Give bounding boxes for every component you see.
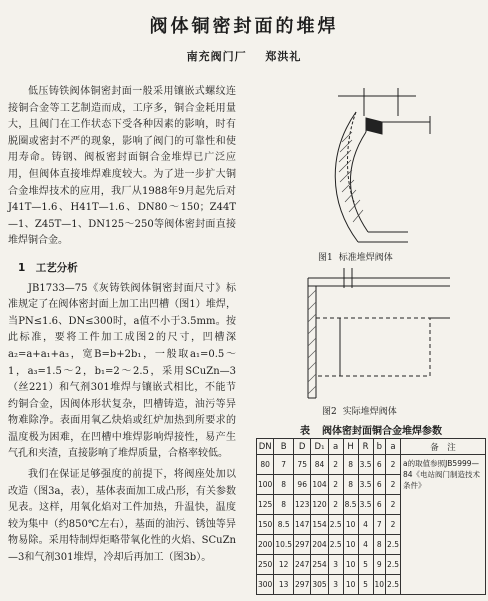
table-cell: 6 — [373, 455, 386, 475]
table-cell: 4 — [358, 515, 373, 535]
table-cell: 254 — [311, 555, 328, 575]
table-cell: 8 — [274, 475, 294, 495]
table-cell: 147 — [294, 515, 311, 535]
table-cell: 2.5 — [328, 535, 343, 555]
table-cell: 10 — [343, 535, 358, 555]
section-heading: 1 工艺分析 — [18, 261, 78, 274]
table-cell: 80 — [257, 455, 274, 475]
col-header: a — [386, 439, 401, 455]
table-cell: 200 — [257, 535, 274, 555]
figure-1-number: 图1 — [318, 253, 333, 263]
col-header: D — [294, 439, 311, 455]
figure-1-text: 标准堆焊阀体 — [338, 253, 393, 263]
table-cell: 204 — [311, 535, 328, 555]
table-cell: 6 — [373, 495, 386, 515]
table-cell: 10 — [373, 575, 386, 595]
table-cell: 123 — [294, 495, 311, 515]
table-cell: 7 — [373, 515, 386, 535]
table-row — [257, 455, 486, 475]
table-cell: 75 — [294, 455, 311, 475]
section-paragraph: JB1733—75《灰铸铁阀体铜密封面尺寸》标准规定了在阀体密封面上加工出凹槽（图1）堆焊，当PN≤1.6、DN≤300时，a值不小于3.5mm。按此标准，要将工件加工成图2的尺寸，凹槽深a₂=a+a₁+a₃，宽B=b+2b₁，一般取a₁=0.5～1，a₃=1.5～2，b₁=2～2.5，采用SCuZn—3（丝221）和气剂301堆焊与镶嵌式相比，不能节约铜合金，因阀体形状复杂，凹槽铸造，油污等异物难除净。表面用氧乙炔焰或红炉加热到所要求的温度极为困难，在凹槽中堆焊影响焊接性，易产生气孔和夹渣，直接影响了堆焊质量，合格率较低。 — [8, 282, 236, 460]
table-title — [256, 422, 486, 437]
table-cell: 8 — [343, 455, 358, 475]
figure-1-drawing — [248, 82, 486, 252]
col-header: b — [373, 439, 386, 455]
table-cell: 2.5 — [386, 535, 401, 555]
table-label: 表 — [300, 426, 310, 437]
table-cell: 12 — [274, 555, 294, 575]
table-cell: 247 — [294, 555, 311, 575]
table-cell: 2 — [386, 495, 401, 515]
col-header: R — [358, 439, 373, 455]
table-cell: 125 — [257, 495, 274, 515]
left-text-column — [8, 84, 236, 567]
figure-2-text: 实际堆焊阀体 — [342, 407, 397, 417]
table-cell: 8 — [274, 495, 294, 515]
col-header: 备 注 — [400, 439, 485, 455]
table-cell: 120 — [311, 495, 328, 515]
table-cell: 3.5 — [358, 475, 373, 495]
table-cell: 8.5 — [343, 495, 358, 515]
col-header: H — [343, 439, 358, 455]
col-header: B — [274, 439, 294, 455]
author-name: 郑洪礼 — [265, 50, 302, 63]
table-cell: 2 — [386, 455, 401, 475]
col-header: DN — [257, 439, 274, 455]
table-cell: 2 — [328, 495, 343, 515]
table-cell: 300 — [257, 575, 274, 595]
figure-2-caption — [322, 404, 397, 417]
table-cell: 2.5 — [386, 575, 401, 595]
table-cell: 2 — [328, 455, 343, 475]
table-cell: 8 — [373, 535, 386, 555]
table-cell: 10.5 — [274, 535, 294, 555]
col-header: a — [328, 439, 343, 455]
table-cell: 84 — [311, 455, 328, 475]
table-cell: 2 — [386, 475, 401, 495]
table-cell: 3.5 — [358, 495, 373, 515]
table-cell: 250 — [257, 555, 274, 575]
table-cell: 2.5 — [328, 515, 343, 535]
table-cell: 297 — [294, 535, 311, 555]
byline — [0, 48, 488, 64]
intro-paragraph: 低压铸铁阀体铜密封面一般采用镶嵌式螺纹连接铜合金等工艺制造而成，工序多，铜合金耗用量大，且阀门在工作状态下受各种因素的影响，时有脱圈或密封不严的现象，影响了阀门的可靠性和使用寿命。铸钢、阀板密封面铜合金堆焊已广泛应用，但阀体直接堆焊难度较大。为了进一步扩大铜合金堆焊技术的应用，我厂从1988年9月起先后对J41T—1.6、H41T—1.6、DN80～150；Z44T—1、Z45T—1、DN125～250等阀体密封面直接堆焊铜合金。 — [8, 86, 236, 247]
table-cell: 8.5 — [274, 515, 294, 535]
table-cell: 9 — [373, 555, 386, 575]
col-header: D₁ — [311, 439, 328, 455]
table-cell: 150 — [257, 515, 274, 535]
table-cell: 3 — [328, 555, 343, 575]
table-cell: 4 — [358, 535, 373, 555]
table-cell: 10 — [343, 515, 358, 535]
table-cell: 6 — [373, 475, 386, 495]
table-cell: 2 — [328, 475, 343, 495]
table-cell: 5 — [358, 555, 373, 575]
table-cell: 7 — [274, 455, 294, 475]
table-note: a的取值参照JB5999—84《电站阀门制造技术条件》 — [400, 455, 485, 595]
figure-2-number: 图2 — [322, 407, 337, 417]
table-cell: 10 — [343, 555, 358, 575]
table-cell: 96 — [294, 475, 311, 495]
table-cell: 104 — [311, 475, 328, 495]
table-cell: 10 — [343, 575, 358, 595]
table-cell: 154 — [311, 515, 328, 535]
table-caption: 阀体密封面铜合金堆焊参数 — [322, 426, 442, 437]
table-cell: 305 — [311, 575, 328, 595]
table-cell: 3.5 — [358, 455, 373, 475]
article-title: 阀体铜密封面的堆焊 — [149, 16, 339, 37]
table-cell: 13 — [274, 575, 294, 595]
table-cell: 297 — [294, 575, 311, 595]
figure-2-drawing — [300, 258, 486, 404]
table-cell: 8 — [343, 475, 358, 495]
table-cell: 3 — [328, 575, 343, 595]
section-paragraph-2: 我们在保证足够强度的前提下，将阀座处加以改造（图3a，表），基体表面加工成凸形，有关参数见表。这样，用氧化焰对工件加热，升温快，温度较为集中（约850℃左右），基面的油污、锈蚀等异物易除。采用特制焊炬略带氧化性的火焰、SCuZn—3和气剂301堆焊，冷却后再加工（图3b）。 — [8, 469, 236, 564]
table-cell: 2 — [386, 515, 401, 535]
table-header-row — [257, 439, 486, 455]
table-cell: 2.5 — [386, 555, 401, 575]
author-affiliation: 南充阀门厂 — [186, 50, 247, 63]
parameters-table — [256, 438, 486, 595]
table-cell: 100 — [257, 475, 274, 495]
table-cell: 5 — [358, 575, 373, 595]
